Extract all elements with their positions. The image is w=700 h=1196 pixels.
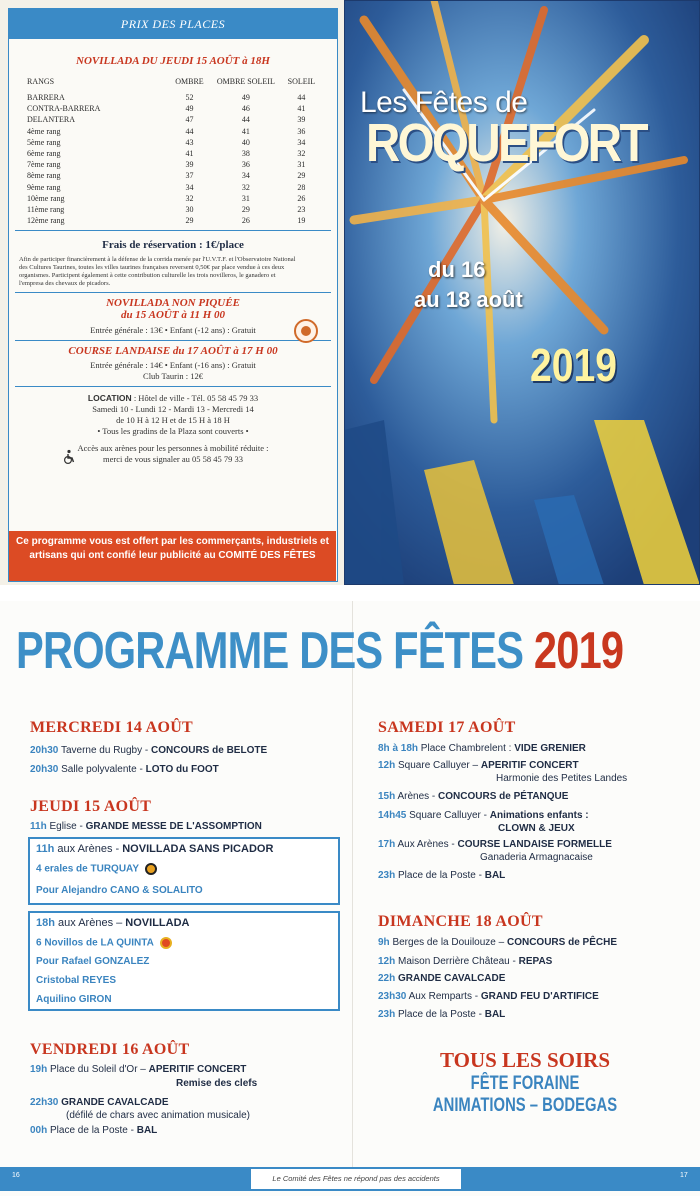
location-hours: de 10 H à 12 H et de 15 H à 18 H (116, 415, 230, 426)
table-cell: BARRERA (27, 93, 65, 102)
table-cell: 44 (241, 115, 250, 125)
event-place: Square Calluyer - (406, 810, 490, 821)
torero-text: Pour Rafael GONZALEZ (36, 956, 150, 967)
table-cell: 46 (241, 104, 250, 114)
table-cell: 32 (241, 182, 250, 192)
location-line (9, 393, 337, 404)
table-cell: 12ème rang (27, 216, 65, 226)
event-time: 23h30 (378, 991, 407, 1002)
table-cell: 11ème rang (27, 205, 65, 215)
event-samedi-4-sub (498, 822, 575, 835)
event-sub: (défilé de chars avec animation musicale) (66, 1110, 250, 1121)
page-fold (352, 601, 353, 1176)
table-cell: 29 (185, 216, 194, 226)
table-row (27, 103, 327, 114)
event-place: Aux Remparts - (406, 991, 481, 1002)
table-cell: 34 (297, 137, 306, 147)
table-row (27, 92, 327, 103)
event-jeudi-messe (30, 820, 262, 833)
programme-title-text: PROGRAMME DES FÊTES (16, 622, 524, 680)
table-cell: 26 (297, 193, 306, 203)
price-table (27, 77, 327, 226)
table-cell: 49 (185, 104, 194, 114)
event-vendredi-1 (30, 1063, 246, 1076)
event-place: Place Chambrelent : (418, 743, 515, 754)
event-time: 20h30 (30, 745, 59, 756)
ganaderia-text: 4 erales de TURQUAY (36, 863, 140, 875)
uvtf-seal-icon (294, 319, 318, 343)
col-rangs: RANGS (27, 77, 55, 86)
event-name: GRANDE CAVALCADE (395, 973, 506, 984)
table-cell: 36 (241, 160, 250, 170)
landaise-club: Club Taurin : 12€ (143, 371, 203, 382)
event-place: Arènes - (395, 791, 439, 802)
table-cell: 4ème rang (27, 126, 61, 136)
box1-line2 (36, 863, 157, 875)
cover-dates (414, 255, 523, 315)
event-place: Taverne du Rugby - (58, 745, 152, 756)
box2-line4 (36, 975, 116, 986)
day-dimanche: DIMANCHE 18 AOÛT (378, 913, 543, 930)
event-name: CONCOURS de PÊCHE (506, 937, 617, 948)
event-sub: Remise des clefs (176, 1078, 258, 1089)
table-cell: 31 (297, 160, 306, 170)
box2-line3 (36, 956, 149, 967)
day-samedi: SAMEDI 17 AOÛT (378, 719, 516, 736)
event-dimanche-5 (378, 1008, 505, 1021)
event-name: COURSE LANDAISE FORMELLE (457, 839, 612, 850)
table-cell: 8ème rang (27, 171, 61, 181)
box-novillada-sans-picador (28, 837, 340, 905)
event-samedi-5 (378, 838, 612, 851)
novillada-price-title: NOVILLADA DU JEUDI 15 AOÛT à 18H (76, 55, 270, 67)
day-jeudi: JEUDI 15 AOÛT (30, 798, 152, 815)
tous-les-soirs-block (380, 1048, 670, 1117)
price-table-header (27, 77, 327, 92)
table-row (27, 137, 327, 148)
table-cell: 41 (297, 104, 306, 114)
access-block (9, 443, 337, 465)
box-novillada (28, 911, 340, 1011)
non-piquee-prices: Entrée générale : 13€ • Enfant (-12 ans) : Gratuit (90, 325, 256, 336)
event-time: 9h (378, 937, 390, 948)
divider (15, 230, 331, 231)
event-place: Place de la Poste - (395, 870, 485, 881)
toreros-text: Pour Alejandro CANO & SOLALITO (36, 885, 203, 896)
prix-header: PRIX DES PLACES (9, 9, 337, 39)
box1-line1 (36, 843, 273, 855)
event-place: Aux Arènes - (395, 839, 458, 850)
box2-line2 (36, 937, 172, 949)
table-row (27, 182, 327, 193)
prix-page (0, 0, 344, 585)
event-vendredi-2 (30, 1096, 169, 1109)
table-row (27, 193, 327, 204)
event-samedi-4 (378, 809, 589, 822)
event-time: 15h (378, 791, 396, 802)
event-sub: Harmonie des Petites Landes (496, 773, 628, 784)
tous-les-soirs-title: TOUS LES SOIRS (439, 1048, 611, 1072)
event-vendredi-2-sub (66, 1109, 250, 1122)
event-dimanche-2 (378, 955, 552, 968)
col-ombre-soleil: OMBRE SOLEIL (216, 77, 275, 86)
table-cell: 36 (297, 126, 306, 136)
table-cell: 32 (185, 193, 194, 203)
table-cell: 40 (241, 137, 250, 147)
page-number-left: 16 (12, 1172, 20, 1179)
divider (15, 292, 331, 293)
event-name: GRANDE CAVALCADE (58, 1097, 169, 1108)
event-name: BAL (484, 1009, 506, 1020)
table-cell: DELANTERA (27, 115, 75, 125)
table-cell: 10ème rang (27, 193, 65, 203)
event-dimanche-1 (378, 936, 617, 949)
table-row (27, 215, 327, 226)
table-cell: 28 (297, 182, 306, 192)
event-vendredi-3 (30, 1124, 157, 1137)
table-cell: 19 (297, 216, 306, 226)
event-time: 11h (30, 821, 47, 832)
location-label: LOCATION (87, 393, 132, 404)
cover-page (344, 0, 700, 585)
frais-title: Frais de réservation : 1€/place (102, 239, 244, 252)
table-row (27, 114, 327, 125)
table-cell: 29 (241, 205, 250, 215)
table-row (27, 159, 327, 170)
box1-line3 (36, 885, 203, 896)
divider (15, 340, 331, 341)
table-cell: 34 (241, 171, 250, 181)
event-time: 00h (30, 1125, 48, 1136)
event-samedi-6 (378, 869, 505, 882)
event-place: aux Arènes - (54, 843, 123, 855)
event-samedi-3 (378, 790, 568, 803)
programme-spread (0, 601, 700, 1196)
frais-text: Afin de participer financièrement à la défense de la corrida menée par l'U.V.T.F. et l'Observatoire National des Cultures Taurines, toutes les villes taurines françaises reversent 0,50€ par place vendue à ces deux organismes. Participent également à cette contribution culturelle les trois novilleros, le ganadero et l'empresa des chevaux de picadors. (19, 256, 296, 288)
day-vendredi: VENDREDI 16 AOÛT (30, 1041, 190, 1058)
divider (15, 386, 331, 387)
event-samedi-2-sub (496, 772, 627, 785)
table-cell: 38 (241, 149, 250, 159)
event-time: 14h45 (378, 810, 407, 821)
location-days: Samedi 10 - Lundi 12 - Mardi 13 - Mercredi 14 (92, 404, 254, 415)
table-cell: 30 (185, 205, 194, 215)
table-cell: 29 (297, 171, 306, 181)
event-name: APERITIF CONCERT (148, 1064, 247, 1075)
event-place: Berges de la Douilouze – (389, 937, 507, 948)
landaise-title: COURSE LANDAISE du 17 AOÛT à 17 H 00 (68, 345, 278, 358)
event-name: BAL (136, 1125, 158, 1136)
box2-line1 (36, 917, 189, 929)
event-time: 8h à 18h (378, 743, 419, 754)
table-row (27, 148, 327, 159)
event-samedi-2 (378, 759, 579, 772)
event-mercredi-2 (30, 763, 219, 776)
event-place: Square Calluyer – (395, 760, 481, 771)
event-place: Place du Soleil d'Or – (47, 1064, 149, 1075)
table-cell: 34 (185, 182, 194, 192)
table-cell: 43 (185, 137, 194, 147)
table-cell: 9ème rang (27, 182, 61, 192)
col-ombre: OMBRE (175, 77, 204, 86)
page-gap (0, 585, 700, 601)
event-time: 11h (36, 843, 55, 855)
event-place: Place de la Poste - (47, 1125, 137, 1136)
table-cell: 6ème rang (27, 149, 61, 159)
event-time: 23h (378, 1009, 396, 1020)
event-time: 17h (378, 839, 396, 850)
event-place: Salle polyvalente - (58, 764, 146, 775)
table-cell: 37 (185, 171, 194, 181)
event-sub: CLOWN & JEUX (498, 823, 575, 834)
fete-foraine-text: FÊTE FORAINE (470, 1073, 580, 1094)
event-name: BAL (484, 870, 506, 881)
event-name: NOVILLADA SANS PICADOR (122, 843, 274, 855)
event-name: GRANDE MESSE DE L'ASSOMPTION (85, 821, 262, 832)
event-name: VIDE GRENIER (514, 743, 586, 754)
location-text: : Hôtel de ville - Tél. 05 58 45 79 33 (131, 393, 259, 404)
cover-title-line2: ROQUEFORT (366, 113, 646, 173)
access-line-1: Accès aux arènes pour les personnes à mobilité réduite : (77, 443, 269, 454)
event-time: 20h30 (30, 764, 59, 775)
event-name: APERITIF CONCERT (480, 760, 579, 771)
event-name: GRAND FEU D'ARTIFICE (480, 991, 599, 1002)
col-soleil: SOLEIL (287, 77, 316, 86)
table-cell: 47 (185, 115, 194, 125)
table-cell: 31 (241, 193, 250, 203)
event-mercredi-1 (30, 744, 267, 757)
cover-dates-line1: du 16 (428, 257, 486, 282)
ganaderia-emblem-icon (160, 937, 172, 949)
event-sub: Ganaderia Armagnacaise (480, 852, 593, 863)
table-row (27, 170, 327, 181)
event-samedi-5-sub (480, 851, 593, 864)
event-time: 23h (378, 870, 396, 881)
non-piquee-date: du 15 AOÛT à 11 H 00 (120, 309, 226, 322)
cover-dates-line2: au 18 août (414, 287, 523, 312)
non-piquee-title: NOVILLADA NON PIQUÉE (106, 297, 240, 310)
programme-title-year: 2019 (533, 622, 624, 680)
event-place: Eglise - (46, 821, 86, 832)
table-cell: 7ème rang (27, 160, 61, 170)
sponsors-banner: Ce programme vous est offert par les commerçants, industriels et artisans qui ont confié leur publicité au COMITÉ DES FÊTES (9, 531, 336, 581)
table-cell: 39 (297, 115, 306, 125)
landaise-prices: Entrée générale : 14€ • Enfant (-16 ans) : Gratuit (90, 360, 256, 371)
wheelchair-icon (61, 449, 77, 465)
day-mercredi: MERCREDI 14 AOÛT (30, 719, 194, 736)
event-time: 19h (30, 1064, 48, 1075)
event-place: Place de la Poste - (395, 1009, 485, 1020)
table-cell: 41 (241, 126, 250, 136)
ganaderia-emblem-icon (145, 863, 157, 875)
table-cell: 44 (185, 126, 194, 136)
table-row (27, 126, 327, 137)
table-cell: 49 (241, 93, 250, 102)
table-cell: 44 (297, 93, 306, 102)
table-cell: 5ème rang (27, 137, 61, 147)
footer-note: Le Comité des Fêtes ne répond pas des accidents (250, 1168, 462, 1190)
event-time: 22h (378, 973, 396, 984)
table-cell: 26 (241, 216, 250, 226)
event-time: 18h (36, 917, 55, 929)
event-dimanche-4 (378, 990, 599, 1003)
event-name: CONCOURS de PÉTANQUE (438, 791, 569, 802)
cover-year: 2019 (530, 339, 617, 391)
table-cell: 23 (297, 205, 306, 215)
page-number-right: 17 (680, 1172, 688, 1179)
animations-text: ANIMATIONS – BODEGAS (432, 1095, 618, 1116)
cover-title-line1: Les Fêtes de (360, 86, 528, 119)
box2-line5 (36, 994, 112, 1005)
event-name: LOTO du FOOT (145, 764, 219, 775)
event-vendredi-1-sub (176, 1077, 257, 1090)
event-name: NOVILLADA (125, 917, 190, 929)
event-time: 12h (378, 760, 396, 771)
torero-text: Cristobal REYES (36, 975, 117, 986)
event-samedi-1 (378, 742, 586, 755)
prix-panel (8, 8, 338, 582)
event-dimanche-3 (378, 972, 505, 985)
table-cell: 52 (185, 93, 194, 102)
table-row (27, 204, 327, 215)
event-name: REPAS (518, 956, 553, 967)
table-cell: 32 (297, 149, 306, 159)
event-place: aux Arènes – (54, 917, 126, 929)
torero-text: Aquilino GIRON (36, 994, 112, 1005)
programme-title (16, 621, 623, 681)
event-name: Animations enfants : (489, 810, 589, 821)
event-name: CONCOURS de BELOTE (151, 745, 268, 756)
top-spread (0, 0, 700, 585)
table-cell: 39 (185, 160, 194, 170)
location-note: • Tous les gradins de la Plaza sont couverts • (97, 426, 249, 437)
event-time: 22h30 (30, 1097, 59, 1108)
table-cell: CONTRA-BARRERA (27, 104, 101, 114)
event-time: 12h (378, 956, 396, 967)
access-line-2: merci de vous signaler au 05 58 45 79 33 (103, 454, 243, 465)
ganaderia-text: 6 Novillos de LA QUINTA (36, 937, 154, 949)
event-place: Maison Derrière Château - (395, 956, 519, 967)
table-cell: 41 (185, 149, 194, 159)
